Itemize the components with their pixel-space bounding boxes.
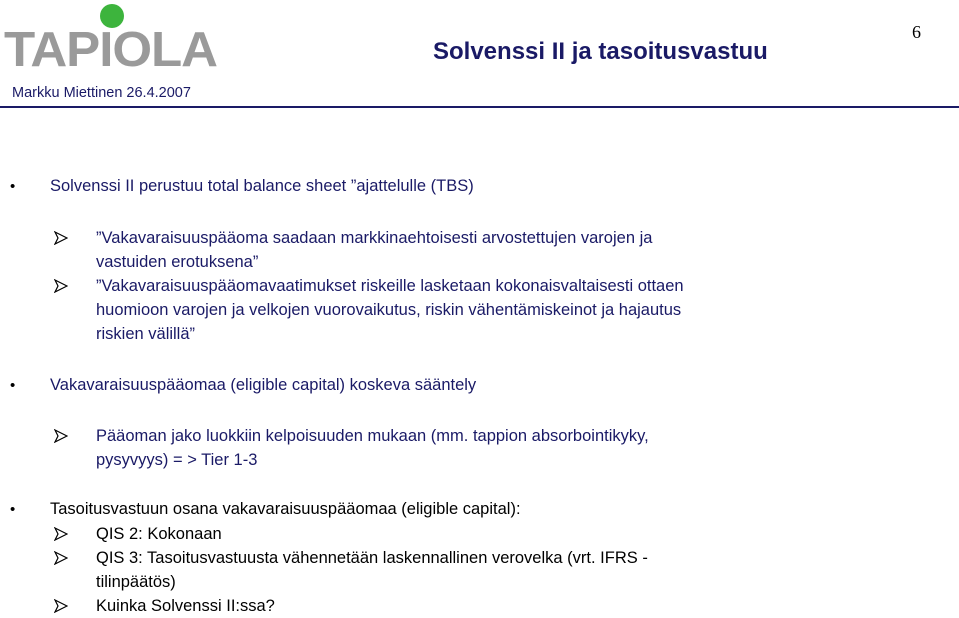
arrow-item	[96, 274, 684, 346]
arrow-item	[96, 424, 649, 472]
arrow-bullet-icon	[54, 551, 68, 565]
arrow-line: QIS 3: Tasoitusvastuusta vähennetään laskennallinen verovelka (vrt. IFRS -	[96, 549, 648, 567]
arrow-line: vastuiden erotuksena”	[96, 253, 259, 271]
arrow-bullet-icon	[54, 527, 68, 541]
arrow-line: ”Vakavaraisuuspääoma saadaan markkinaehtoisesti arvostettujen varojen ja	[96, 229, 653, 247]
arrow-bullet-icon	[54, 429, 68, 443]
slide-title: Solvenssi II ja tasoitusvastuu	[433, 38, 768, 65]
bullet-item	[50, 497, 521, 521]
logo-text: TAPIOLA	[4, 23, 218, 72]
arrow-line: huomioon varojen ja velkojen vuorovaikutus, riskin vähentämiskeinot ja hajautus	[96, 301, 682, 319]
author-date: Markku Miettinen 26.4.2007	[12, 85, 191, 101]
bullet-icon: •	[10, 377, 16, 394]
arrow-bullet-icon	[54, 279, 68, 293]
tapiola-logo	[4, 2, 219, 72]
arrow-item	[96, 594, 275, 618]
arrow-bullet-icon	[54, 599, 68, 613]
bullet-icon: •	[10, 501, 16, 518]
logo-graphic	[4, 2, 219, 72]
slide-number: 6	[912, 22, 921, 42]
bullet-line: Tasoitusvastuun osana vakavaraisuuspääomaa (eligible capital):	[50, 500, 521, 518]
arrow-item	[96, 226, 652, 274]
arrow-line: pysyvyys) = > Tier 1-3	[96, 451, 258, 469]
arrow-bullet-icon	[54, 231, 68, 245]
bullet-icon: •	[10, 178, 16, 195]
arrow-line: tilinpäätös)	[96, 573, 176, 591]
header-divider	[0, 106, 959, 108]
arrow-line: riskien välillä”	[96, 325, 196, 343]
bullet-line: Vakavaraisuuspääomaa (eligible capital) koskeva sääntely	[50, 376, 477, 394]
arrow-item	[96, 522, 222, 546]
arrow-line: QIS 2: Kokonaan	[96, 525, 222, 543]
arrow-line: Kuinka Solvenssi II:ssa?	[96, 597, 275, 615]
arrow-line: Pääoman jako luokkiin kelpoisuuden mukaan (mm. tappion absorbointikyky,	[96, 427, 649, 445]
bullet-line: Solvenssi II perustuu total balance sheet ”ajattelulle (TBS)	[50, 177, 474, 195]
arrow-line: ”Vakavaraisuuspääomavaatimukset riskeille lasketaan kokonaisvaltaisesti ottaen	[96, 277, 684, 295]
arrow-item	[96, 546, 648, 594]
bullet-item	[50, 174, 474, 198]
bullet-item	[50, 373, 476, 397]
